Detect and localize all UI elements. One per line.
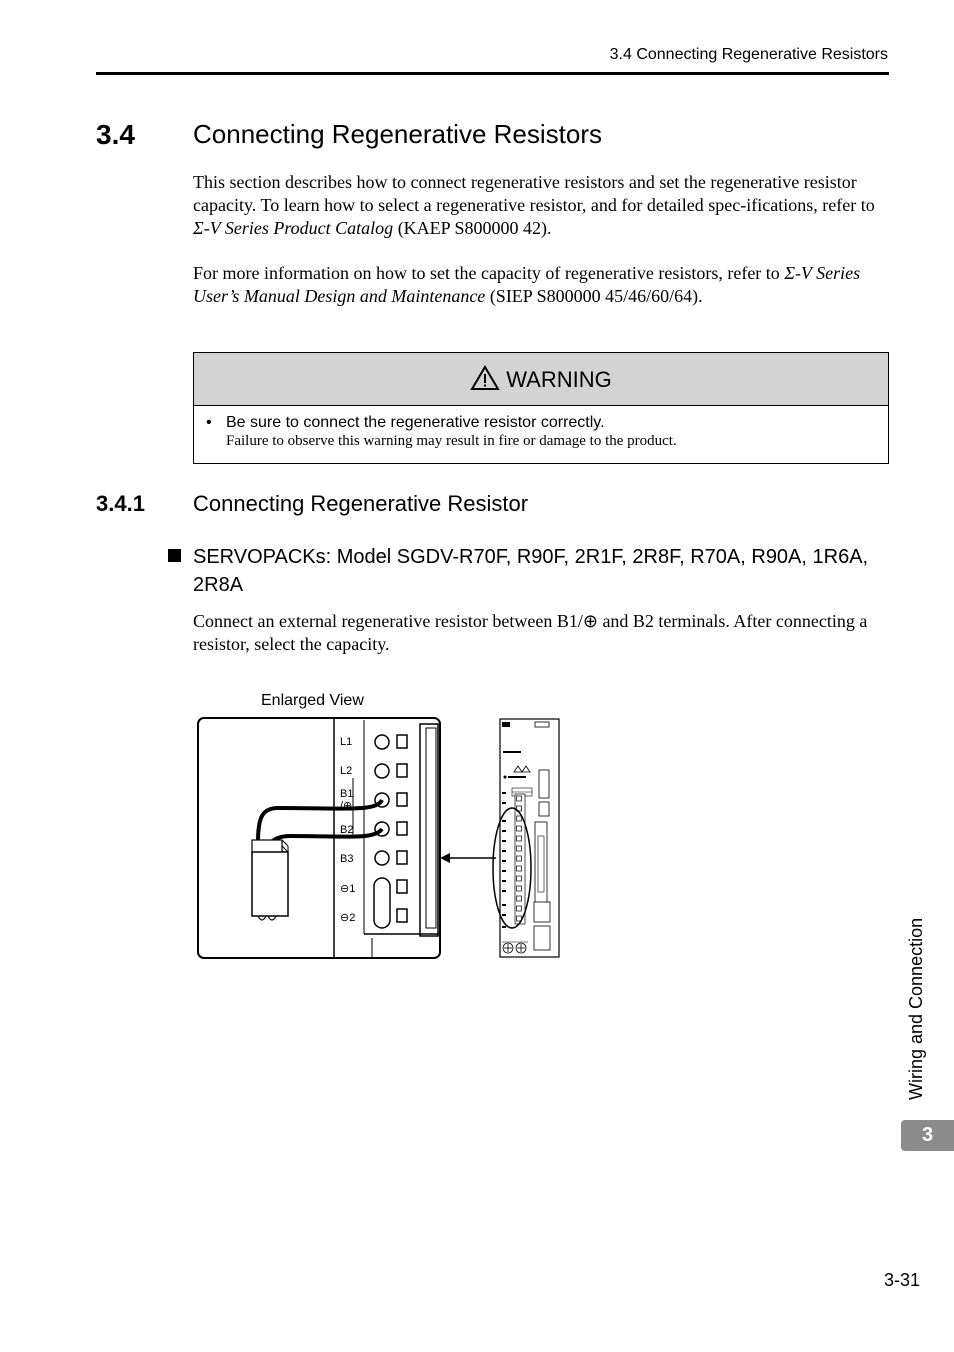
- terminal-slot: [397, 822, 407, 835]
- chapter-side-label-text: Wiring and Connection: [906, 917, 926, 1100]
- top-connector: [539, 770, 549, 798]
- connection-text-end: and B2 terminals. After connecting a resistor, select the capacity.: [193, 611, 868, 654]
- warning-title: [194, 365, 888, 393]
- terminal-cover-slot: [374, 878, 390, 928]
- warning-consequence: Failure to observe this warning may result in fire or damage to the product.: [226, 433, 677, 449]
- running-header: 3.4 Connecting Regenerative Resistors: [609, 46, 888, 63]
- connection-paragraph: [193, 610, 883, 656]
- chapter-number: 3: [921, 1124, 934, 1146]
- header-rule: [96, 72, 889, 75]
- connection-text-start: Connect an external regenerative resistor between B1/: [193, 611, 583, 631]
- terminal-label: L2: [340, 765, 353, 777]
- terminal-label: ⊖2: [340, 912, 356, 924]
- warning-bullet: •: [206, 414, 212, 431]
- manual-reference: Σ-V Series User’s Manual Design and Maintenance: [193, 263, 861, 306]
- manual-text-start: For more information on how to set the capacity of regenerative resistors, refer to: [193, 263, 785, 283]
- terminal-label: /⊕: [340, 800, 353, 812]
- model-plate: [535, 722, 549, 727]
- intro-text-end: (KAEP S800000 42).: [393, 218, 552, 238]
- subsection-number: 3.4.1: [96, 491, 145, 516]
- regenerative-resistor-body: [252, 852, 288, 916]
- manual-reference-paragraph: [193, 262, 893, 308]
- usb-connector: [539, 802, 549, 816]
- terminal-slot: [397, 851, 407, 864]
- terminal-label: B3: [340, 853, 354, 865]
- encoder-connector: [534, 902, 550, 922]
- terminal-screw: [375, 851, 389, 865]
- charge-label: [508, 776, 526, 778]
- terminal-slot: [397, 880, 407, 893]
- chapter-tab: [901, 1120, 954, 1151]
- intro-paragraph: [193, 171, 893, 240]
- intro-text-start: This section describes how to connect regenerative resistors and set the regenerative resistor capacity. To learn how to select a regenerative resistor, and for detailed spec-ifications, refer to: [193, 172, 875, 215]
- warning-instruction: Be sure to connect the regenerative resistor correctly.: [226, 414, 605, 431]
- servopack-front-view: [488, 716, 564, 962]
- warning-title-text: WARNING: [506, 367, 612, 392]
- section-title: Connecting Regenerative Resistors: [193, 119, 602, 149]
- enlarged-terminal-diagram: [196, 716, 444, 962]
- warning-header: [194, 353, 888, 406]
- warning-triangle-icon: [470, 365, 500, 391]
- charge-lamp: [504, 776, 507, 779]
- subsection-title: Connecting Regenerative Resistor: [193, 491, 529, 516]
- section-number: 3.4: [96, 119, 135, 150]
- terminal-label: L1: [340, 736, 353, 748]
- nameplate: [503, 751, 521, 753]
- terminal-slot: [397, 764, 407, 777]
- enlarged-view-label: Enlarged View: [261, 692, 364, 709]
- servopack-models-heading: SERVOPACKs: Model SGDV-R70F, R90F, 2R1F, 2R8F, R70A, R90A, 1R6A, 2R8A: [193, 546, 869, 596]
- connector-inner: [426, 728, 436, 928]
- terminal-label: B1: [340, 788, 354, 800]
- page-number: 3-31: [883, 1270, 920, 1290]
- catalog-reference: Σ-V Series Product Catalog: [193, 218, 394, 238]
- terminal-slot: [397, 793, 407, 806]
- terminal-slot: [397, 735, 407, 748]
- terminal-screw: [375, 735, 389, 749]
- terminal-label: B2: [340, 824, 354, 836]
- brand-mark: [502, 722, 510, 727]
- square-bullet: [168, 549, 181, 562]
- manual-text-end: (SIEP S800000 45/46/60/64).: [485, 286, 703, 306]
- chapter-side-label: [898, 900, 932, 1100]
- terminal-slot: [397, 909, 407, 922]
- plus-terminal-symbol: ⊕: [582, 611, 598, 631]
- warning-box: [193, 352, 889, 464]
- terminal-label: ⊖1: [340, 883, 356, 895]
- motor-connector: [534, 926, 550, 950]
- terminal-screw: [375, 764, 389, 778]
